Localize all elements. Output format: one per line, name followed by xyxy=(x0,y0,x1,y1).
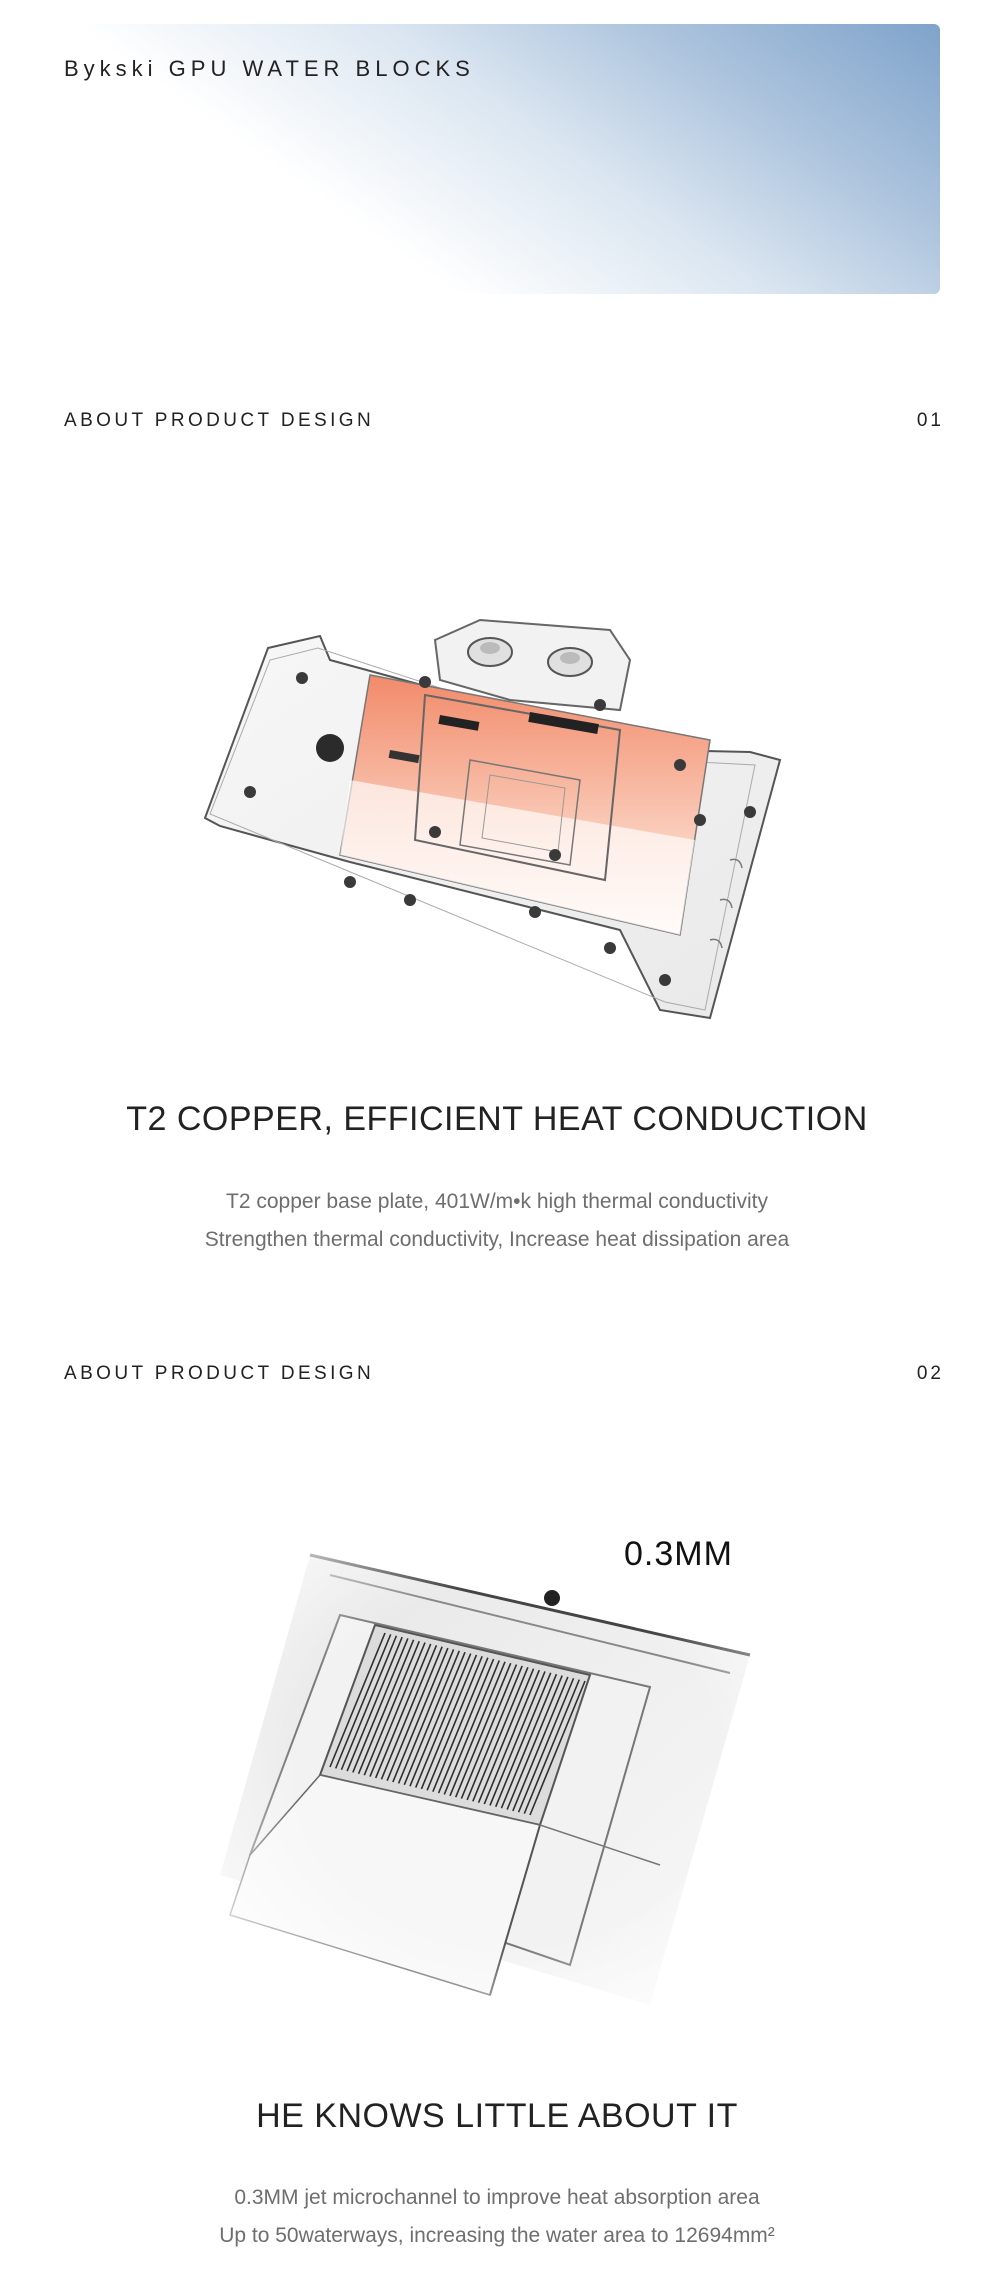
microchannel-image xyxy=(190,1495,830,2035)
section-label: ABOUT PRODUCT DESIGN xyxy=(64,410,375,431)
section-desc-02-line1: 0.3MM jet microchannel to improve heat absorption area xyxy=(234,2186,760,2209)
section-desc-02-line2: Up to 50waterways, increasing the water area to 12694mm² xyxy=(219,2224,775,2247)
section-number: 02 xyxy=(916,1363,944,1384)
section-heading-02: HE KNOWS LITTLE ABOUT IT xyxy=(256,2097,738,2135)
section-desc-01-line2: Strengthen thermal conductivity, Increase heat dissipation area xyxy=(204,1228,790,1251)
section-heading-01: T2 COPPER, EFFICIENT HEAT CONDUCTION xyxy=(126,1100,868,1138)
section-desc-01-line1: T2 copper base plate, 401W/m•k high thermal conductivity xyxy=(226,1190,768,1213)
section-label: ABOUT PRODUCT DESIGN xyxy=(64,1363,375,1384)
section-header-01 xyxy=(64,410,944,440)
water-block-image xyxy=(190,600,810,1040)
hero-banner xyxy=(0,0,994,300)
section-header-02 xyxy=(64,1363,944,1393)
thickness-callout: 0.3MM xyxy=(624,1535,733,1573)
section-number: 01 xyxy=(916,410,944,431)
banner-title: Bykski GPU WATER BLOCKS xyxy=(64,56,475,81)
